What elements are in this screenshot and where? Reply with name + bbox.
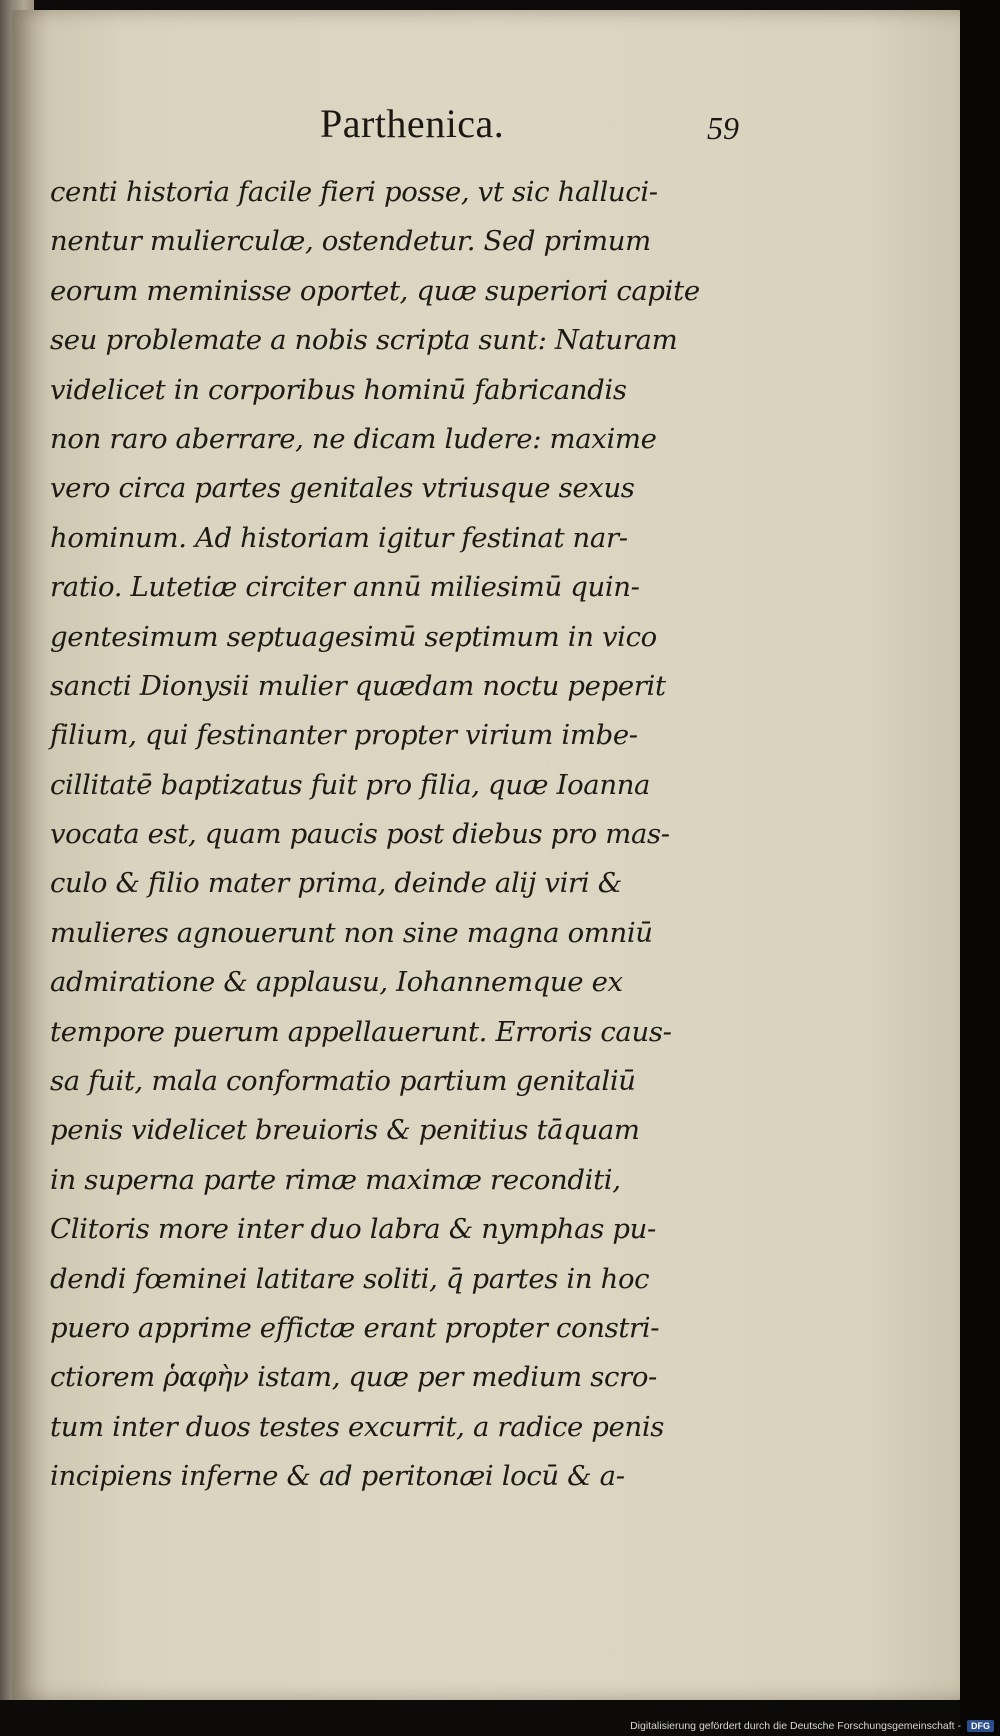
body-text: [50, 168, 740, 1502]
text-line: seu problemate a nobis scripta sunt: Naturam: [50, 324, 678, 357]
text-line: sa fuit, mala conformatio partium genitaliū: [50, 1065, 636, 1098]
text-line: hominum. Ad historiam igitur festinat nar-: [50, 521, 628, 554]
text-line: vero circa partes genitales vtriusque sexus: [50, 472, 635, 505]
book-page: [12, 10, 964, 1700]
funding-notice: Digitalisierung gefördert durch die Deutsche Forschungsgemeinschaft -: [630, 1720, 961, 1732]
text-line: ratio. Lutetiæ circiter annū miliesimū quin-: [50, 571, 640, 604]
text-line: sancti Dionysii mulier quædam noctu peperit: [50, 669, 666, 702]
scanner-background: [960, 0, 1000, 1736]
text-line: tempore puerum appellauerunt. Erroris caus-: [50, 1015, 672, 1048]
text-line: filium, qui festinanter propter virium imbe-: [50, 719, 638, 752]
text-line: dendi fœminei latitare soliti, q̄ partes in hoc: [50, 1262, 650, 1295]
page-header: [12, 100, 964, 150]
text-line: Clitoris more inter duo labra & nymphas pu-: [50, 1213, 656, 1246]
text-line: gentesimum septuagesimū septimum in vico: [50, 620, 657, 653]
page-number: 59: [707, 110, 739, 146]
footer: [630, 1720, 994, 1732]
text-line: vocata est, quam paucis post diebus pro mas-: [50, 818, 670, 851]
text-line: ctiorem ῥαφὴν istam, quæ per medium scro-: [50, 1361, 657, 1394]
text-line: nentur mulierculæ, ostendetur. Sed primum: [50, 225, 651, 258]
text-line: admiratione & applausu, Iohannemque ex: [50, 966, 623, 999]
text-line: incipiens inferne & ad peritonæi locū & a-: [50, 1460, 625, 1493]
text-line: tum inter duos testes excurrit, a radice penis: [50, 1410, 665, 1443]
text-line: non raro aberrare, ne dicam ludere: maxime: [50, 422, 657, 455]
running-title: Parthenica.: [320, 101, 505, 146]
text-line: mulieres agnouerunt non sine magna omniū: [50, 916, 653, 949]
text-line: videlicet in corporibus hominū fabricandis: [50, 373, 627, 406]
text-line: puero apprime effictæ erant propter constri-: [50, 1311, 660, 1344]
text-line: penis videlicet breuioris & penitius tāquam: [50, 1114, 640, 1147]
text-line: cillitatē baptizatus fuit pro filia, quæ Ioanna: [50, 768, 651, 801]
text-line: culo & filio mater prima, deinde alij viri &: [50, 867, 622, 900]
text-line: eorum meminisse oportet, quæ superiori capite: [50, 274, 700, 307]
text-line: in superna parte rimæ maximæ reconditi,: [50, 1163, 621, 1196]
text-line: centi historia facile fieri posse, vt sic halluci-: [50, 176, 658, 208]
dfg-logo: DFG: [967, 1720, 994, 1732]
